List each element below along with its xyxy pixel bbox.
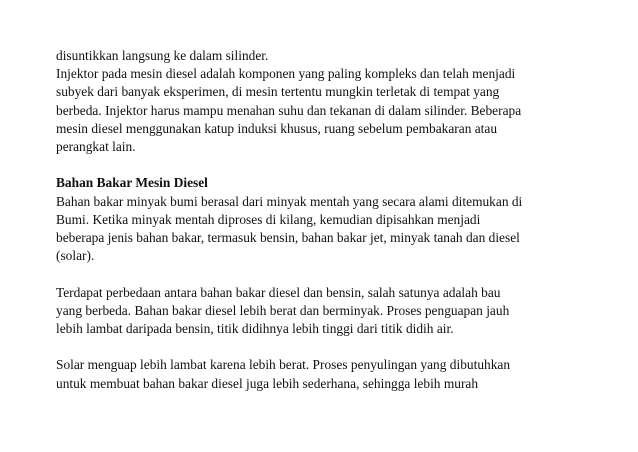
text-line: subyek dari banyak eksperimen, di mesin tertentu mungkin terletak di tempat yang [56, 84, 500, 100]
paragraph-gap [56, 265, 616, 283]
text-line: Bahan bakar minyak bumi berasal dari minyak mentah yang secara alami ditemukan di [56, 193, 523, 209]
text-line: disuntikkan langsung ke dalam silinder. [56, 48, 269, 63]
paragraph-gap [56, 156, 616, 174]
section-heading: Bahan Bakar Mesin Diesel [56, 175, 208, 191]
text-line: Bumi. Ketika minyak mentah diproses di kilang, kemudian dipisahkan menjadi [56, 211, 481, 227]
text-line: lebih lambat daripada bensin, titik didihnya lebih tinggi dari titik didih air. [56, 321, 454, 337]
text-line: untuk membuat bahan bakar diesel juga lebih sederhana, sehingga lebih murah [56, 375, 479, 391]
paragraph-evaporation [56, 356, 616, 392]
document-page [56, 47, 616, 393]
text-line: perangkat lain. [56, 139, 136, 155]
text-line: Injektor pada mesin diesel adalah komponen yang paling kompleks dan telah menjadi [56, 66, 516, 82]
paragraph-differences [56, 284, 616, 339]
paragraph-gap [56, 338, 616, 356]
text-line: Solar menguap lebih lambat karena lebih berat. Proses penyulingan yang dibutuhkan [56, 357, 511, 373]
text-line: yang berbeda. Bahan bakar diesel lebih berat dan berminyak. Proses penguapan jauh [56, 302, 510, 318]
paragraph-fuel-origin [56, 193, 616, 266]
paragraph-injector [56, 47, 616, 156]
text-line: Terdapat perbedaan antara bahan bakar diesel dan bensin, salah satunya adalah bau [56, 284, 501, 300]
text-line: berbeda. Injektor harus mampu menahan suhu dan tekanan di dalam silinder. Beberapa [56, 102, 522, 118]
text-line: (solar). [56, 248, 95, 264]
text-line: mesin diesel menggunakan katup induksi khusus, ruang sebelum pembakaran atau [56, 120, 498, 136]
text-line: beberapa jenis bahan bakar, termasuk bensin, bahan bakar jet, minyak tanah dan diesel [56, 230, 520, 246]
